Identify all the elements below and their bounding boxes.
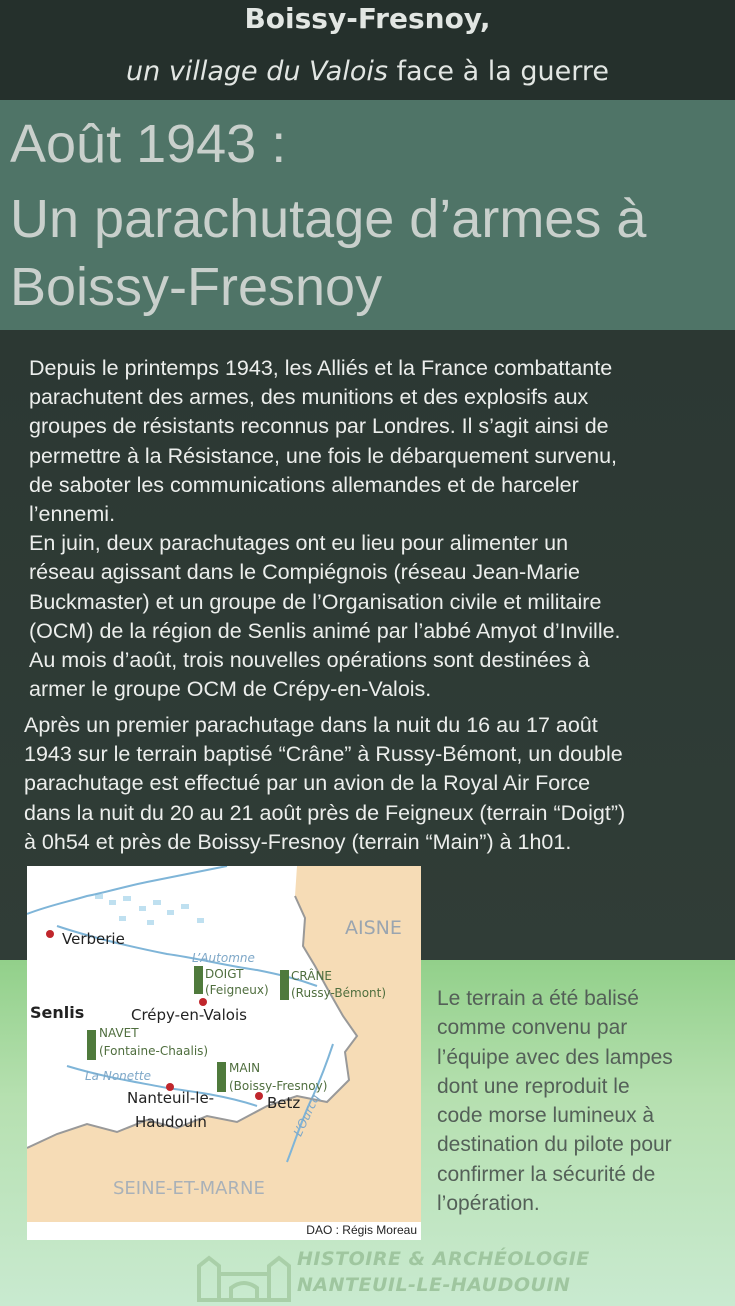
paragraph-line: parachutage est effectué par un avion de la Royal Air Force bbox=[24, 771, 591, 796]
map-field-label: NAVET bbox=[99, 1026, 139, 1040]
map-town-label: Crépy-en-Valois bbox=[131, 1006, 247, 1024]
caption-line: confirmer la sécurité de bbox=[437, 1162, 656, 1186]
map-field-label: (Russy-Bémont) bbox=[291, 986, 387, 1000]
title-box bbox=[0, 100, 735, 330]
paragraph-line: (OCM) de la région de Senlis animé par l’abbé Amyot d’Inville. bbox=[29, 618, 621, 643]
map-field-marker bbox=[194, 966, 203, 994]
map-town-dot bbox=[46, 930, 54, 938]
caption-line: l’équipe avec des lampes bbox=[437, 1045, 673, 1069]
paragraph-line: Au mois d’août, trois nouvelles opérations sont destinées à bbox=[29, 648, 590, 673]
map-town-label: Nanteuil-le- bbox=[127, 1089, 215, 1107]
map-field-label: (Boissy-Fresnoy) bbox=[229, 1079, 328, 1093]
paragraph-line: l’ennemi. bbox=[29, 502, 116, 527]
map-town-label: Senlis bbox=[30, 1003, 85, 1022]
caption-line: Le terrain a été balisé bbox=[437, 987, 639, 1010]
map-credit: DAO : Régis Moreau bbox=[306, 1223, 417, 1237]
map-credit-bar bbox=[27, 1222, 421, 1240]
paragraph-line: Après un premier parachutage dans la nuit du 16 au 17 août bbox=[24, 713, 598, 737]
caption-line: dont une reproduit le bbox=[437, 1074, 630, 1098]
map-river-label: L’Automne bbox=[192, 951, 255, 965]
map-field-label: MAIN bbox=[229, 1061, 261, 1075]
caption-text bbox=[437, 984, 716, 1218]
map-region-label: SEINE-ET-MARNE bbox=[113, 1178, 265, 1199]
header-line-2-rest: face à la guerre bbox=[387, 56, 609, 87]
paragraph-line: réseau agissant dans le Compiégnois (réseau Jean-Marie bbox=[29, 560, 580, 585]
paragraph-line: Buckmaster) et un groupe de l’Organisation civile et militaire bbox=[29, 589, 602, 614]
map-river-label: La Nonette bbox=[85, 1069, 151, 1083]
map-figure bbox=[27, 866, 421, 1240]
title-line-2: Un parachutage d’armes à bbox=[10, 189, 647, 249]
title-line-3: Boissy-Fresnoy bbox=[10, 257, 383, 317]
caption-line: destination du pilote pour bbox=[437, 1133, 672, 1157]
association-logo bbox=[195, 1244, 590, 1304]
castle-icon bbox=[195, 1244, 293, 1302]
paragraph-line: armer le groupe OCM de Crépy-en-Valois. bbox=[29, 677, 432, 702]
paragraph-2 bbox=[24, 711, 716, 857]
caption-line: code morse lumineux à bbox=[437, 1104, 655, 1128]
paragraph-line: de saboter les communications allemandes et de harceler bbox=[29, 472, 579, 497]
map-field-marker bbox=[280, 970, 289, 1000]
map-field-marker bbox=[87, 1030, 96, 1060]
paragraph-1 bbox=[29, 354, 719, 704]
caption-line: comme convenu par bbox=[437, 1016, 628, 1040]
title-line-1: Août 1943 : bbox=[10, 114, 287, 174]
paragraph-line: groupes de résistants reconnus par Londres. Il s’agit ainsi de bbox=[29, 414, 609, 439]
header-line-1: Boissy-Fresnoy, bbox=[244, 2, 491, 35]
map-river-label: L’Ourcq bbox=[290, 1092, 323, 1139]
caption-line: l’opération. bbox=[437, 1192, 540, 1216]
map-field-label: CRÂNE bbox=[291, 969, 332, 983]
header-line-2 bbox=[0, 56, 735, 87]
map-town-label: Haudouin bbox=[135, 1113, 207, 1131]
paragraph-line: Depuis le printemps 1943, les Alliés et la France combattante bbox=[29, 356, 613, 380]
paragraph-line: permettre à la Résistance, une fois le débarquement survenu, bbox=[29, 443, 617, 468]
paragraph-line: En juin, deux parachutages ont eu lieu pour alimenter un bbox=[29, 531, 569, 556]
paragraph-line: 1943 sur le terrain baptisé “Crâne” à Russy-Bémont, un double bbox=[24, 742, 623, 767]
logo-line-1: HISTOIRE & ARCHÉOLOGIE bbox=[297, 1248, 590, 1270]
header-banner bbox=[0, 0, 735, 100]
map-town-dot bbox=[199, 998, 207, 1006]
map-field-label: (Fontaine-Chaalis) bbox=[99, 1044, 209, 1058]
map-field-marker bbox=[217, 1062, 226, 1092]
map-field-label: (Feigneux) bbox=[205, 983, 269, 997]
map-field-label: DOIGT bbox=[205, 967, 244, 981]
map-town-dot bbox=[255, 1092, 263, 1100]
paragraph-line: parachutent des armes, des munitions et des explosifs aux bbox=[29, 385, 589, 410]
map-svg bbox=[27, 866, 421, 1222]
map-town-label: Verberie bbox=[62, 930, 125, 948]
map-town-label: Betz bbox=[267, 1094, 301, 1112]
map-region-label: AISNE bbox=[345, 917, 402, 939]
header-line-2-italic: un village du Valois bbox=[126, 56, 388, 87]
logo-line-2: NANTEUIL-LE-HAUDOUIN bbox=[297, 1274, 571, 1296]
paragraph-line: à 0h54 et près de Boissy-Fresnoy (terrain “Main”) à 1h01. bbox=[24, 829, 572, 854]
paragraph-line: dans la nuit du 20 au 21 août près de Feigneux (terrain “Doigt”) bbox=[24, 800, 626, 825]
